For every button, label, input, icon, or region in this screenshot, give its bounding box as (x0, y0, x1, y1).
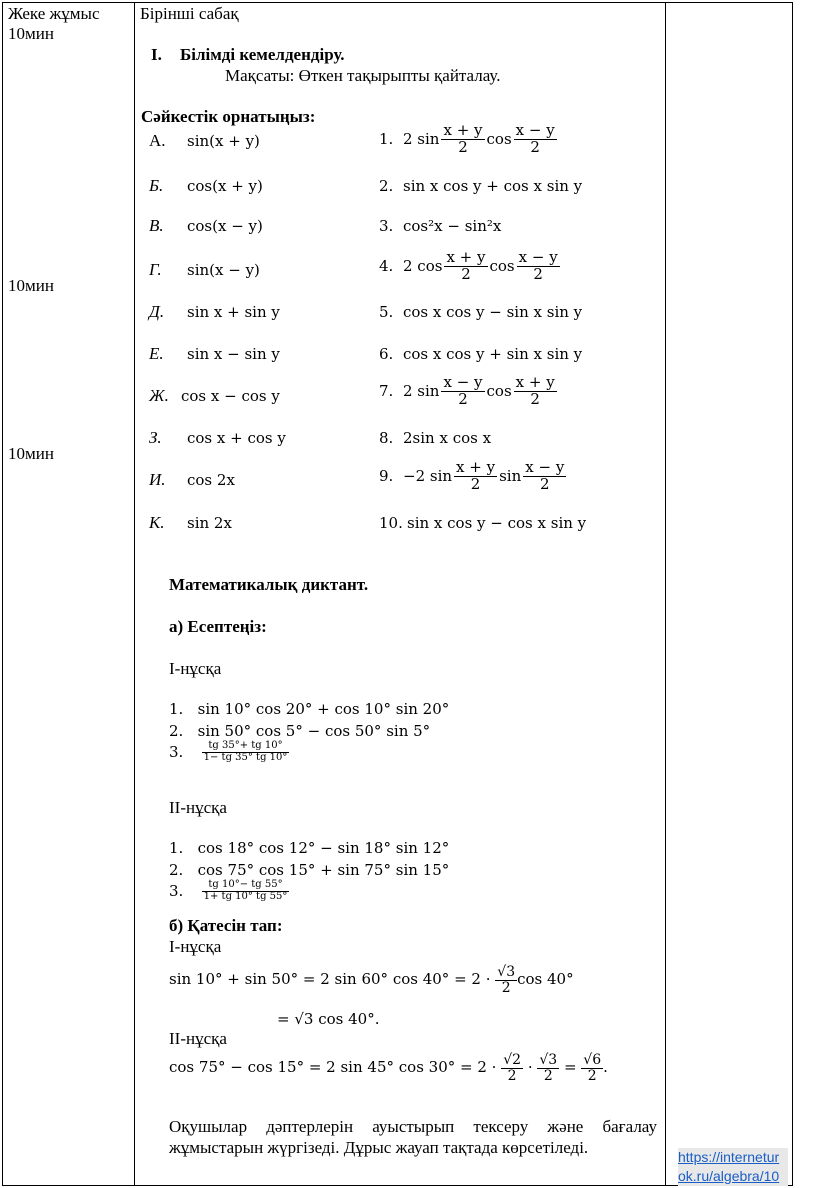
matching-left-item (149, 513, 232, 533)
fraction-denominator: 2 (470, 474, 481, 493)
matching-left-item (149, 470, 235, 490)
matching-right-label: 2. (379, 177, 394, 195)
v2-item-2: 2. cos 75° cos 15° + sin 75° sin 15° (169, 861, 450, 879)
section-title: Білімді кемелдендіру. (180, 45, 345, 64)
matching-right-expression: sin x cos y − cos x sin y (407, 514, 587, 532)
matching-right-item (379, 460, 566, 493)
matching-right-item (379, 250, 560, 283)
fraction-numerator: x − y (443, 373, 483, 391)
matching-right-item (379, 375, 557, 408)
matching-right-item (379, 344, 582, 363)
matching-left-item (149, 216, 263, 236)
matching-left-label: Д. (149, 302, 165, 321)
left-column (3, 3, 135, 1186)
fraction-numerator: x + y (515, 373, 555, 391)
formula-middle: sin (499, 467, 522, 486)
formula-middle: cos (489, 257, 515, 276)
matching-right-item (379, 216, 501, 235)
matching-right-label: 7. (379, 382, 394, 401)
matching-right-expression: 2sin x cos x (403, 429, 492, 447)
fraction-denominator: 2 (458, 137, 468, 156)
fraction-denominator: 2 (530, 137, 540, 156)
v1-item-3: 3. $\frac{tg 35^\circ+ tg 10^\circ}{1- tg 35^\circ tg 10^\circ}$ (169, 740, 288, 763)
formula-prefix: 2 sin (403, 130, 440, 149)
fraction (523, 460, 566, 493)
content-column (135, 3, 666, 1186)
activity-label: Жеке жұмыс (8, 4, 100, 23)
fraction-numerator: x + y (443, 121, 483, 139)
matching-left-label: Е. (149, 344, 164, 363)
matching-left-label: Ж. (149, 386, 169, 405)
v1-item-1: 1. sin 10° cos 20° + cos 10° sin 20° (169, 700, 450, 718)
matching-left-expression: cos(x − y) (187, 217, 263, 235)
fraction (514, 123, 557, 156)
variant-2-label: II-нұсқа (169, 798, 227, 817)
matching-left-item (149, 386, 280, 406)
matching-left-item (149, 131, 260, 151)
matching-left-expression: sin x − sin y (187, 345, 280, 363)
matching-right-label: 10. (379, 514, 403, 532)
matching-left-label: Г. (149, 260, 162, 279)
matching-left-label: В. (149, 216, 164, 235)
v2-item-3: 3. $\frac{tg 10^\circ- tg 55^\circ}{1+ tg 10^\circ tg 55^\circ}$ (169, 879, 288, 902)
matching-right-expression: cos x cos y + sin x sin y (403, 345, 583, 363)
error-equation-1: sin 10° + sin 50° = 2 sin 60° cos 40° = 2 · $\frac{√3}{2}$ cos 40° (169, 964, 574, 996)
fraction-denominator: 2 (530, 389, 540, 408)
matching-right-item (379, 302, 582, 321)
lesson-title: Бірінші сабақ (140, 4, 239, 23)
matching-heading: Сәйкестік орнатыңыз: (141, 107, 316, 126)
fraction-numerator: x − y (518, 248, 558, 266)
formula-middle: cos (486, 382, 512, 401)
fraction-denominator: 2 (461, 264, 471, 283)
v2-item-1: 1. cos 18° cos 12° − sin 18° sin 12° (169, 839, 450, 857)
error-equation-1-line-2: = √3 cos 40°. (277, 1010, 380, 1028)
formula-middle: cos (486, 130, 512, 149)
matching-right-item (379, 513, 586, 532)
matching-left-expression: sin 2x (187, 514, 232, 532)
matching-left-expression: cos x − cos y (181, 387, 280, 405)
matching-right-item (379, 123, 557, 156)
variant-1-label: I-нұсқа (169, 659, 222, 678)
closing-text-line-1: Оқушылар дәптерлерін ауыстырып тексеру және бағалау (169, 1117, 657, 1136)
matching-left-item (149, 302, 280, 322)
error-equation-2: cos 75° − cos 15° = 2 sin 45° cos 30° = 2 · $\frac{√2}{2}$ · $\frac{√3}{2}$ = $\frac{√6}{2}$ . (169, 1052, 608, 1084)
fraction-denominator: 2 (458, 389, 468, 408)
lesson-goal: Мақсаты: Өткен тақырыпты қайталау. (225, 66, 501, 85)
dictation-title: Математикалық диктант. (169, 575, 369, 594)
matching-left-label: Б. (149, 176, 164, 195)
fraction (441, 123, 484, 156)
section-number: I. (151, 45, 162, 64)
matching-left-label: З. (149, 428, 162, 447)
right-column (666, 3, 793, 1186)
fraction (454, 460, 497, 493)
matching-right-item (379, 428, 491, 447)
matching-left-expression: cos(x + y) (187, 177, 263, 195)
part-b-variant-2: II-нұсқа (169, 1029, 227, 1048)
formula-prefix: 2 cos (403, 257, 443, 276)
fraction-numerator: x + y (446, 248, 486, 266)
matching-right-expression: sin x cos y + cos x sin y (403, 177, 583, 195)
matching-right-expression: cos x cos y − sin x sin y (403, 303, 583, 321)
matching-right-item (379, 176, 582, 195)
v1-item-2: 2. sin 50° cos 5° − cos 50° sin 5° (169, 722, 431, 740)
time-label-1: 10мин (8, 24, 54, 43)
matching-left-item (149, 260, 260, 280)
part-b-heading: б) Қатесін тап: (169, 916, 283, 935)
matching-right-label: 5. (379, 303, 394, 321)
matching-right-expression: cos²x − sin²x (403, 217, 502, 235)
footer-link-line-1[interactable]: https://internetur (678, 1149, 780, 1165)
matching-left-item (149, 344, 280, 364)
fraction-denominator: 2 (540, 474, 550, 493)
matching-left-expression: cos x + cos y (187, 429, 286, 447)
matching-right-label: 8. (379, 429, 394, 447)
fraction (514, 375, 557, 408)
fraction-numerator: x − y (515, 121, 555, 139)
formula-prefix: 2 sin (403, 382, 440, 401)
matching-left-expression: sin x + sin y (187, 303, 280, 321)
fraction-denominator: 2 (533, 264, 543, 283)
footer-source-link[interactable] (678, 1148, 788, 1186)
fraction (441, 375, 484, 408)
footer-link-line-2[interactable]: ok.ru/algebra/10 (678, 1168, 780, 1184)
fraction (444, 250, 487, 283)
matching-left-item (149, 176, 263, 196)
time-label-2: 10мин (8, 276, 54, 295)
matching-right-label: 6. (379, 345, 394, 363)
time-label-3: 10мин (8, 444, 54, 463)
matching-right-label: 4. (379, 257, 394, 276)
fraction-numerator: x − y (525, 458, 565, 476)
matching-left-label: К. (149, 513, 165, 532)
formula-prefix: −2 sin (403, 467, 453, 486)
matching-right-label: 9. (379, 467, 394, 486)
fraction (517, 250, 560, 283)
matching-right-label: 3. (379, 217, 394, 235)
part-b-variant-1: I-нұсқа (169, 937, 222, 956)
matching-right-label: 1. (379, 130, 394, 149)
part-a-heading: а) Есептеңіз: (169, 617, 267, 636)
matching-left-expression: cos 2x (187, 471, 235, 489)
lesson-plan-table (2, 2, 793, 1186)
matching-left-label: И. (149, 470, 166, 489)
matching-left-item (149, 428, 286, 448)
matching-left-expression: sin(x + y) (187, 132, 260, 150)
closing-text-line-2: жұмыстарын жүргізеді. Дұрыс жауап тақтада көрсетіледі. (169, 1138, 589, 1157)
matching-left-expression: sin(x − y) (187, 261, 260, 279)
matching-left-label: А. (149, 131, 166, 150)
fraction-numerator: x + y (456, 458, 496, 476)
